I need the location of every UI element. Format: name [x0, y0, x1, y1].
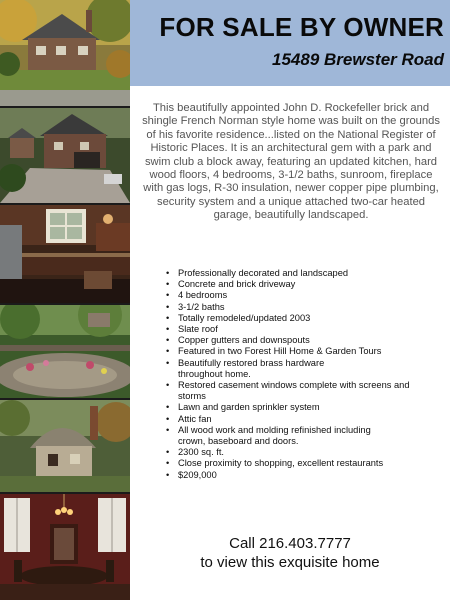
phone-line: Call 216.403.7777 [229, 535, 351, 552]
feature-item: • Slate roof [166, 324, 446, 335]
property-address: 15489 Brewster Road [272, 50, 444, 69]
photo-cottage [0, 400, 130, 492]
header-banner [130, 0, 450, 86]
feature-item: • Totally remodeled/updated 2003 [166, 313, 446, 324]
photo-kitchen [0, 205, 130, 303]
feature-item: • 3-1/2 baths [166, 302, 446, 313]
feature-item: • Restored casement windows complete with screens and storms [166, 380, 426, 402]
feature-item: • Copper gutters and downspouts [166, 335, 446, 346]
feature-item: • All wood work and molding refinished including crown, baseboard and doors. [166, 425, 378, 447]
feature-item: • Beautifully restored brass hardware throughout home. [166, 358, 338, 380]
feature-list [166, 268, 446, 481]
photo-house-driveway [0, 108, 130, 203]
feature-item: • Lawn and garden sprinkler system [166, 402, 446, 413]
feature-item: • Close proximity to shopping, excellent restaurants [166, 458, 446, 469]
feature-item: • 2300 sq. ft. [166, 447, 446, 458]
feature-item-price: • $209,000 [166, 470, 446, 481]
page-title: FOR SALE BY OWNER [159, 12, 444, 42]
feature-item: • Professionally decorated and landscaped [166, 268, 446, 279]
feature-item: • Featured in two Forest Hill Home & Garden Tours [166, 346, 446, 357]
cta-tagline: to view this exquisite home [200, 554, 380, 571]
feature-item: • Attic fan [166, 414, 446, 425]
photo-house-front [0, 0, 130, 106]
feature-item: • Concrete and brick driveway [166, 279, 446, 290]
property-description: This beautifully appointed John D. Rockefeller brick and shingle French Norman style home was built on the grounds of his favorite residence...listed on the National Register of Historic Places. It is an architectural gem with a park and swim club a block away, featuring an updated kitchen, hard wood floors, 4 bedrooms, 3-1/2 baths, sunroom, fireplace with gas logs, R-30 insulation, newer copper pipe plumbing, security system and a unique attached two-car heated garage, beautifully landscaped. [142, 102, 440, 222]
call-to-action [140, 534, 440, 572]
photo-garden [0, 305, 130, 398]
feature-item: • 4 bedrooms [166, 290, 446, 301]
photo-dining-room [0, 494, 130, 600]
photo-strip [0, 0, 130, 600]
